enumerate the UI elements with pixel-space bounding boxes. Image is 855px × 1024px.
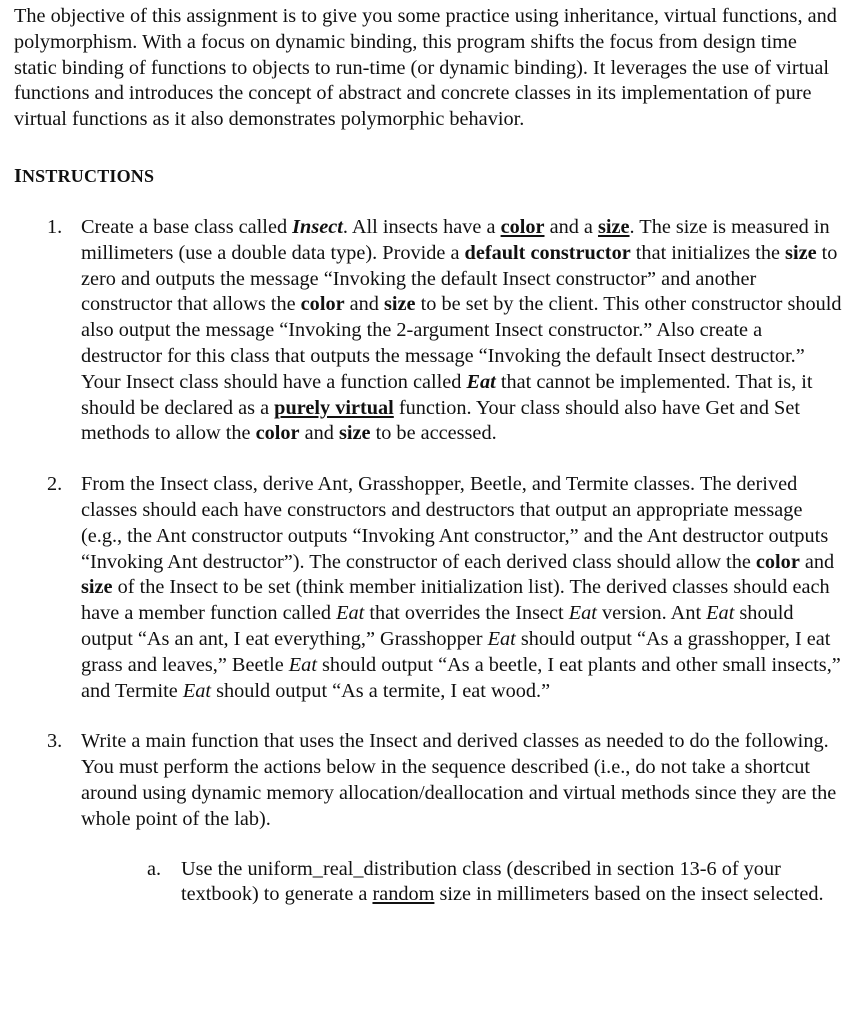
item-text: size in millimeters based on the insect selected. xyxy=(434,883,824,906)
intro-paragraph: The objective of this assignment is to give you some practice using inheritance, virtual functions, and polymorphism. With a focus on dynamic binding, this program shifts the focus from design time static binding of functions to objects to run-time (or dynamic binding). It leverages the use of virtual functions and introduces the concept of abstract and concrete classes in its implementation of pure virtual functions as it also demonstrates polymorphic behavior. xyxy=(14,5,837,131)
item-text: to be accessed. xyxy=(370,422,497,445)
item-text: that cannot be implemented. That is, it should be declared as a xyxy=(81,370,813,419)
class-name-insect: Insect xyxy=(292,215,343,238)
heading-initial: I xyxy=(14,164,22,187)
item-text: of the Insect to be set (think member initialization list). The derived classes should each have a member function called xyxy=(81,576,830,625)
term-size: size xyxy=(338,422,371,445)
term-color: color xyxy=(255,422,300,445)
term-purely-virtual: purely virtual xyxy=(274,396,394,419)
term-default-constructor: default constructor xyxy=(464,241,631,264)
term-size: size xyxy=(785,241,817,264)
item-text: and xyxy=(344,293,385,316)
term-eat: Eat xyxy=(336,602,365,625)
term-random: random xyxy=(372,883,435,906)
term-color: color xyxy=(500,215,545,238)
item-text: From the Insect class, derive Ant, Grasshopper, Beetle, and Termite classes. The derived classes should each have constructors and destructors that output an appropriate message (e.g., the Ant constructor outputs “Invoking Ant constructor,” and the Ant destructor outputs “Invoking Ant destructor”). The constructor of each derived class should allow the xyxy=(81,473,829,573)
item-text: function. Your class should also have Get and Set methods to allow the xyxy=(81,396,800,445)
item-text: should output “As a grasshopper, I eat grass and leaves,” Beetle xyxy=(81,627,831,676)
term-size: size xyxy=(81,576,113,599)
item-text: that initializes the xyxy=(630,241,786,264)
heading-rest: NSTRUCTIONS xyxy=(21,165,155,186)
instruction-item-3 xyxy=(14,729,844,832)
term-eat: Eat xyxy=(466,370,496,393)
item-text: should output “As an ant, I eat everything,” Grasshopper xyxy=(81,602,794,650)
item-text: that overrides the Insect xyxy=(364,602,569,625)
item-text: Write a main function that uses the Insect and derived classes as needed to do the following. You must perform the actions below in the sequence described (i.e., do not take a shortcut around using dynamic memory allocation/deallocation and virtual methods since they are the whole point of the lab). xyxy=(81,730,837,830)
item-text: and xyxy=(299,422,339,445)
instruction-subitem-3a xyxy=(14,857,844,909)
subitem-letter: a. xyxy=(147,857,162,880)
instruction-item-1 xyxy=(14,215,844,447)
term-color: color xyxy=(300,293,345,316)
instruction-item-2 xyxy=(14,472,844,704)
item-text: . All insects have a xyxy=(342,215,501,238)
term-size: size xyxy=(384,293,416,316)
item-text: Use the uniform_real_distribution class (described in section 13-6 of your textbook) to generate a xyxy=(181,857,781,906)
item-text: and xyxy=(799,550,835,573)
term-eat: Eat xyxy=(288,653,317,676)
term-eat: Eat xyxy=(487,627,516,650)
term-eat: Eat xyxy=(568,602,597,625)
term-eat: Eat xyxy=(182,679,212,702)
item-number: 1. xyxy=(47,215,63,238)
item-text: should output “As a beetle, I eat plants and other small insects,” and Termite xyxy=(81,653,841,702)
term-color: color xyxy=(755,550,800,573)
item-number: 2. xyxy=(47,473,63,496)
term-size: size xyxy=(598,215,630,238)
term-eat: Eat xyxy=(706,602,735,625)
item-text: and a xyxy=(544,215,598,238)
item-number: 3. xyxy=(47,730,63,753)
item-text: should output “As a termite, I eat wood.” xyxy=(211,679,551,702)
document-page xyxy=(14,0,844,908)
item-text: Create a base class called xyxy=(81,215,293,238)
item-text: to zero and outputs the message “Invoking the default Insect constructor” and another constructor that allows the xyxy=(81,241,838,316)
item-text: to be set by the client. This other constructor should also output the message “Invoking the 2-argument Insect constructor.” Also create a destructor for this class that outputs the message “Invoking the default Insect destructor.” Your Insect class should have a function called xyxy=(81,293,842,393)
item-text: . The size is measured in millimeters (use a double data type). Provide a xyxy=(81,215,830,264)
instructions-heading xyxy=(14,163,844,189)
item-text: version. Ant xyxy=(596,602,707,625)
